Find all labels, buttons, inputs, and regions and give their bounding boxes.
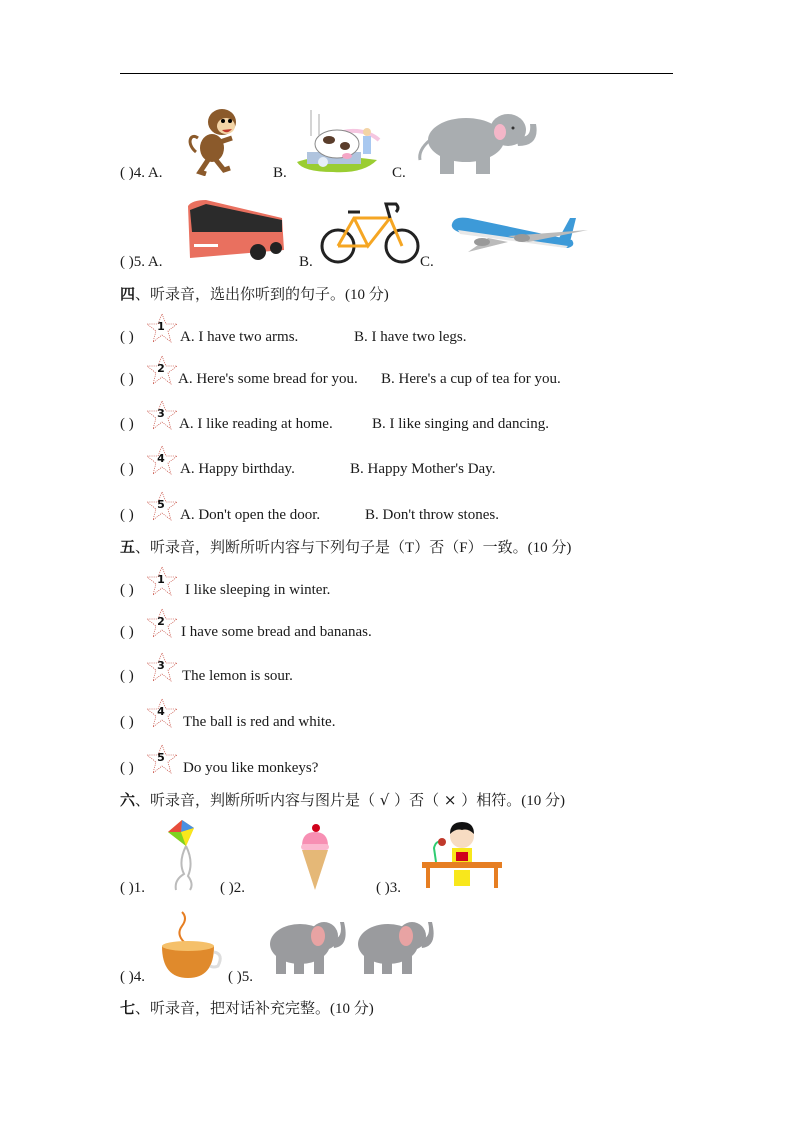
star-number-icon xyxy=(146,313,180,345)
star-number-icon xyxy=(146,566,180,598)
star-number-icon xyxy=(146,652,180,684)
ice-cream-image xyxy=(298,822,332,892)
answer-blank[interactable]: ( ) xyxy=(120,714,134,730)
star-number: 2 xyxy=(157,362,165,375)
star-number-icon xyxy=(146,491,180,523)
s6-item-5-label: ( )5. xyxy=(228,969,253,985)
s6-item-3-label: ( )3. xyxy=(376,880,401,896)
sentence-text: Do you like monkeys? xyxy=(183,760,319,776)
sentence-text: The ball is red and white. xyxy=(183,714,336,730)
s6-item-4-label: ( )4. xyxy=(120,969,145,985)
q4-option-b: B. xyxy=(273,165,287,181)
star-number: 2 xyxy=(157,615,165,628)
answer-blank[interactable]: ( ) xyxy=(120,668,134,684)
section-number: 六 xyxy=(120,791,136,809)
option-b: B. I have two legs. xyxy=(354,329,467,345)
star-number-icon xyxy=(146,445,180,477)
answer-blank[interactable]: ( ) xyxy=(120,624,134,640)
option-a: A. I have two arms. xyxy=(180,329,299,345)
sentence-text: I have some bread and bananas. xyxy=(181,624,372,640)
answer-blank[interactable]: ( ) xyxy=(120,371,134,387)
star-number: 4 xyxy=(157,705,165,718)
header-rule xyxy=(120,73,673,74)
star-number: 3 xyxy=(157,659,165,672)
option-b: B. Happy Mother's Day. xyxy=(350,461,496,477)
section-score: (10 分) xyxy=(330,1001,374,1017)
two-elephants-image xyxy=(266,916,436,976)
star-number: 4 xyxy=(157,452,165,465)
answer-blank[interactable]: ( ) xyxy=(120,416,134,432)
q4-option-c: C. xyxy=(392,165,406,181)
kite-image xyxy=(164,818,204,892)
star-number: 5 xyxy=(157,751,165,764)
q5-option-b: B. xyxy=(299,254,313,270)
boy-reading-image xyxy=(420,820,504,892)
star-number-icon xyxy=(146,400,180,432)
section-number: 四 xyxy=(120,285,136,303)
sentence-text: I like sleeping in winter. xyxy=(185,582,331,598)
s6-item-1-label: ( )1. xyxy=(120,880,145,896)
option-a: A. Don't open the door. xyxy=(180,507,321,523)
option-a: A. Here's some bread for you. xyxy=(178,371,358,387)
answer-blank[interactable]: ( ) xyxy=(120,329,134,345)
section-score: (10 分) xyxy=(527,540,572,556)
section-number: 五 xyxy=(120,538,136,556)
q5-option-c: C. xyxy=(420,254,434,270)
answer-blank[interactable]: ( ) xyxy=(120,461,134,477)
section-instruction: 、听录音，选出你听到的句子。 xyxy=(135,285,346,303)
sentence-text: The lemon is sour. xyxy=(182,668,293,684)
star-number-icon xyxy=(146,355,180,387)
option-b: B. Here's a cup of tea for you. xyxy=(381,371,561,387)
cow-farm-image xyxy=(293,106,381,176)
bus-image xyxy=(182,196,286,262)
answer-blank[interactable]: ( ) xyxy=(120,507,134,523)
star-number-icon xyxy=(146,744,180,776)
section-instruction: 、听录音，把对话补充完整。 xyxy=(135,999,331,1017)
section-score: (10 分) xyxy=(345,287,389,303)
false-mark: F xyxy=(459,540,468,556)
section-instruction-mid: ）否（ xyxy=(414,538,460,556)
section-instruction-end: ）一致。 xyxy=(467,538,528,556)
s6-item-2-label: ( )2. xyxy=(220,880,245,896)
section-score: (10 分) xyxy=(521,793,565,809)
option-b: B. I like singing and dancing. xyxy=(372,416,550,432)
option-a: A. I like reading at home. xyxy=(179,416,333,432)
section-number: 七 xyxy=(120,999,136,1017)
monkey-image xyxy=(186,104,242,176)
star-number-icon xyxy=(146,608,180,640)
star-number: 3 xyxy=(157,407,165,420)
section-instruction: 、听录音，判断所听内容与图片是（ √ ）否（ × ）相符。 xyxy=(135,791,522,809)
star-number-icon xyxy=(146,698,180,730)
q5-label: ( )5. A. xyxy=(120,254,163,270)
airplane-image xyxy=(448,212,592,258)
section-5-heading xyxy=(120,536,571,557)
star-number: 5 xyxy=(157,498,165,511)
section-6-heading xyxy=(120,789,565,810)
tea-cup-image xyxy=(158,908,224,980)
true-mark: T xyxy=(405,540,415,556)
section-4-heading xyxy=(120,283,389,304)
answer-blank[interactable]: ( ) xyxy=(120,760,134,776)
option-a: A. Happy birthday. xyxy=(180,461,295,477)
q4-label: ( )4. A. xyxy=(120,165,163,181)
section-instruction: 、听录音，判断所听内容与下列句子是（ xyxy=(135,538,406,556)
section-7-heading xyxy=(120,997,374,1018)
star-number: 1 xyxy=(157,320,165,333)
option-b: B. Don't throw stones. xyxy=(365,507,499,523)
star-number: 1 xyxy=(157,573,165,586)
bicycle-image xyxy=(320,200,420,264)
elephant-image xyxy=(416,110,542,176)
answer-blank[interactable]: ( ) xyxy=(120,582,134,598)
